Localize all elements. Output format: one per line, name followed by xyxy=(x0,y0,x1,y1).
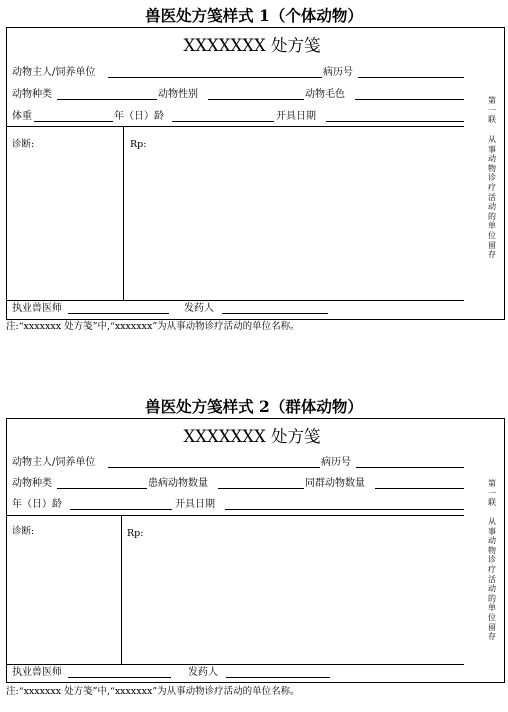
form2-row-owner xyxy=(12,456,472,472)
herd-count-field[interactable] xyxy=(375,477,464,489)
form1-row-signatures xyxy=(12,302,452,318)
sex-label: 动物性别 xyxy=(158,89,198,100)
diagnosis-label: 诊断: xyxy=(12,139,35,150)
record-no-field[interactable] xyxy=(358,66,464,78)
date-label: 开具日期 xyxy=(276,111,316,122)
diagnosis-label: 诊断: xyxy=(12,526,35,537)
rp-label: Rp: xyxy=(127,528,144,539)
form2-side-retention-label: 从事动物诊疗活动的单位留存 xyxy=(488,517,496,642)
dispenser-signature-field[interactable] xyxy=(222,302,328,314)
dispenser-label: 发药人 xyxy=(184,303,214,314)
coat-color-field[interactable] xyxy=(355,88,464,100)
date-label: 开具日期 xyxy=(175,499,215,510)
species-label: 动物种类 xyxy=(12,89,52,100)
dispenser-label: 发药人 xyxy=(188,667,218,678)
vet-signature-field[interactable] xyxy=(68,302,169,314)
age-label: 年（日）龄 xyxy=(114,111,164,122)
herd-count-label: 同群动物数量 xyxy=(305,478,365,489)
age-field[interactable] xyxy=(70,498,172,510)
record-no-label: 病历号 xyxy=(321,457,351,468)
sick-count-field[interactable] xyxy=(218,477,304,489)
weight-label: 体重 xyxy=(12,111,32,122)
species-field[interactable] xyxy=(57,477,147,489)
form1-divider-col xyxy=(123,126,124,300)
form1-title: XXXXXXX 处方笺 xyxy=(183,36,321,55)
form2-side-copy-label: 第一联 xyxy=(488,479,496,508)
date-field[interactable] xyxy=(326,110,464,122)
coat-color-label: 动物毛色 xyxy=(305,89,345,100)
form2-divider-top xyxy=(7,515,464,516)
form2-divider-bottom xyxy=(7,664,464,665)
form1-side-copy-label: 第一联 xyxy=(488,96,496,125)
form1-divider-top xyxy=(7,126,464,127)
form2-title: XXXXXXX 处方笺 xyxy=(183,427,321,446)
form1-row-species xyxy=(12,88,472,104)
sex-field[interactable] xyxy=(208,88,304,100)
record-no-label: 病历号 xyxy=(323,67,353,78)
species-field[interactable] xyxy=(57,88,157,100)
form2-row-signatures xyxy=(12,666,452,682)
form2-divider-col xyxy=(121,515,122,664)
form1-row-owner xyxy=(12,66,472,82)
form2-note: 注:“xxxxxxx 处方笺”中,“xxxxxxx”为从事动物诊疗活动的单位名称。 xyxy=(6,686,300,697)
age-field[interactable] xyxy=(172,110,274,122)
form1-row-weight xyxy=(12,110,472,126)
form2-heading: 兽医处方笺样式 2（群体动物） xyxy=(145,397,363,416)
owner-label: 动物主人/饲养单位 xyxy=(12,457,96,468)
form2-row-species xyxy=(12,477,472,493)
record-no-field[interactable] xyxy=(356,456,464,468)
form1-divider-bottom xyxy=(7,300,464,301)
rp-label: Rp: xyxy=(130,139,147,150)
vet-label: 执业兽医师 xyxy=(12,303,62,314)
vet-signature-field[interactable] xyxy=(68,666,171,678)
form1-heading: 兽医处方笺样式 1（个体动物） xyxy=(145,6,363,25)
form2-row-age xyxy=(12,498,472,514)
owner-field[interactable] xyxy=(108,66,322,78)
form2-frame xyxy=(6,418,505,683)
species-label: 动物种类 xyxy=(12,478,52,489)
weight-field[interactable] xyxy=(34,110,113,122)
sick-count-label: 患病动物数量 xyxy=(148,478,208,489)
date-field[interactable] xyxy=(225,498,464,510)
dispenser-signature-field[interactable] xyxy=(226,666,330,678)
age-label: 年（日）龄 xyxy=(12,499,62,510)
vet-label: 执业兽医师 xyxy=(12,667,62,678)
form1-side-retention-label: 从事动物诊疗活动的单位留存 xyxy=(488,135,496,260)
owner-field[interactable] xyxy=(108,456,320,468)
form1-frame xyxy=(6,27,505,320)
owner-label: 动物主人/饲养单位 xyxy=(12,67,96,78)
form1-note: 注:“xxxxxxx 处方笺”中,“xxxxxxx”为从事动物诊疗活动的单位名称。 xyxy=(6,321,300,332)
